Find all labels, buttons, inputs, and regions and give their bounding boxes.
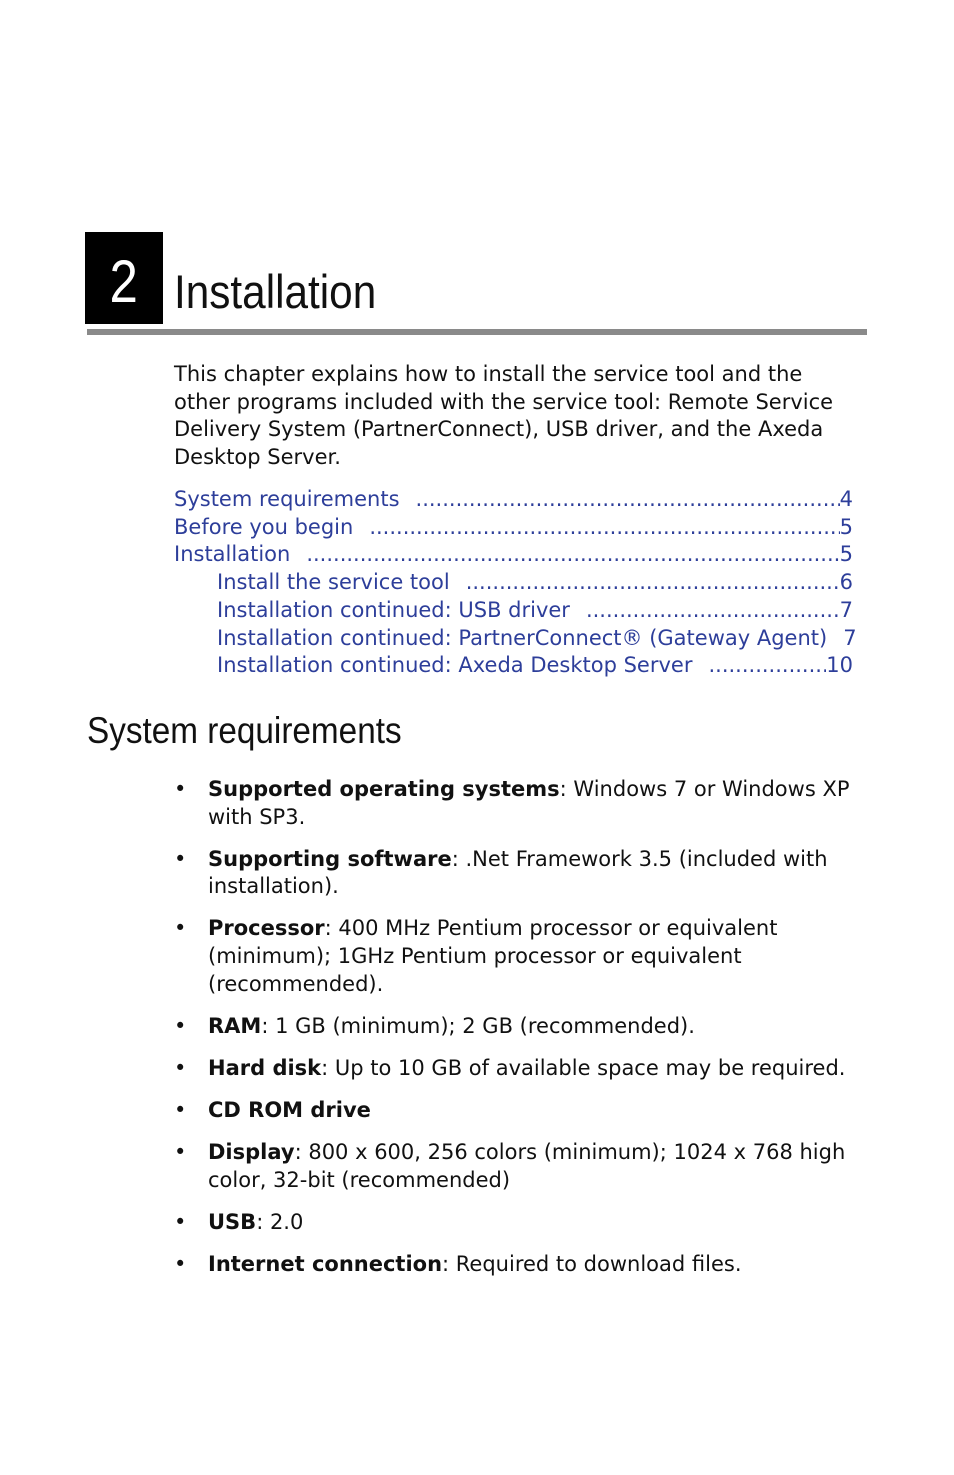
toc-leader (586, 597, 840, 625)
requirement-text: : 800 x 600, 256 colors (minimum); 1024 x 768 high color, 32-bit (recommended) (208, 1139, 846, 1192)
requirement-term: Display (208, 1139, 295, 1164)
toc-item-page: 7 (843, 625, 857, 650)
toc-item-label: Installation continued: PartnerConnect® (Gateway Agent) (217, 625, 828, 650)
toc-item-usb-driver[interactable] (174, 597, 853, 625)
requirement-term: Processor (208, 916, 325, 941)
requirement-term: Internet connection (208, 1251, 443, 1276)
toc-item-label: Installation (174, 542, 291, 567)
list-item (174, 1097, 874, 1125)
requirement-term: Supporting software (208, 846, 452, 871)
list-item (174, 1013, 874, 1041)
bullet: • (174, 916, 187, 941)
toc-item-page: 4 (839, 487, 853, 511)
toc-leader (306, 541, 839, 569)
bullet: • (174, 1251, 187, 1276)
list-item (174, 1251, 874, 1279)
toc-leader (466, 569, 840, 597)
requirement-text: : 1 GB (minimum); 2 GB (recommended). (261, 1013, 695, 1038)
list-item (174, 915, 874, 998)
bullet: • (174, 1209, 187, 1234)
requirement-text: : .Net Framework 3.5 (included with installation). (208, 846, 828, 899)
toc-item-axeda-desktop-server[interactable] (174, 652, 853, 680)
list-item (174, 1055, 874, 1083)
chapter-intro: This chapter explains how to install the service tool and the other programs included with the service tool: Remote Service Delivery System (PartnerConnect), USB driver, and the Axeda Desktop Server. (174, 362, 834, 470)
toc-leader (708, 652, 826, 680)
toc-item-page: 6 (839, 570, 853, 595)
bullet: • (174, 1097, 187, 1122)
toc-item-before-you-begin[interactable] (174, 514, 853, 542)
toc-item-label: System requirements (174, 487, 400, 511)
list-item (174, 846, 874, 901)
toc-item-label: Installation continued: Axeda Desktop Server (217, 653, 693, 678)
list-item (174, 1209, 874, 1237)
bullet: • (174, 1013, 187, 1038)
chapter-number: 2 (109, 248, 139, 315)
toc-item-installation[interactable] (174, 541, 853, 569)
toc-leader (416, 486, 840, 514)
toc-item-page: 5 (839, 542, 853, 567)
toc-item-page: 7 (839, 597, 853, 622)
bullet: • (174, 846, 187, 871)
toc-item-install-service-tool[interactable] (174, 569, 853, 597)
toc-item-partnerconnect[interactable] (174, 625, 857, 653)
requirement-text: : Required to download files. (442, 1251, 742, 1276)
chapter-title: Installation (174, 265, 377, 318)
bullet: • (174, 777, 187, 801)
requirement-term: Supported operating systems (208, 777, 560, 801)
list-item (174, 1139, 874, 1194)
toc-item-label: Installation continued: USB driver (217, 597, 570, 622)
section-heading: System requirements (87, 710, 402, 751)
title-rule (87, 329, 867, 335)
toc-item-label: Install the service tool (217, 570, 450, 595)
toc-item-page: 10 (826, 653, 853, 678)
chapter-number-box (85, 232, 163, 324)
requirement-term: CD ROM drive (208, 1097, 371, 1122)
toc-item-label: Before you begin (174, 514, 354, 539)
requirement-term: Hard disk (208, 1055, 322, 1080)
requirement-term: RAM (208, 1013, 262, 1038)
requirement-text: : 400 MHz Pentium processor or equivalent (minimum); 1GHz Pentium processor or equivalent (recommended). (208, 916, 778, 996)
toc-item-page: 5 (839, 514, 853, 539)
bullet: • (174, 1055, 187, 1080)
table-of-contents (174, 486, 857, 680)
bullet: • (174, 1139, 187, 1164)
requirement-text: : Windows 7 or Windows XP with SP3. (208, 777, 850, 829)
requirement-text: : 2.0 (256, 1209, 304, 1234)
requirements-list (174, 776, 874, 1293)
requirement-text: : Up to 10 GB of available space may be required. (321, 1055, 846, 1080)
toc-leader (369, 514, 839, 542)
list-item (174, 776, 874, 831)
requirement-term: USB (208, 1209, 257, 1234)
toc-item-system-requirements[interactable] (174, 486, 853, 514)
